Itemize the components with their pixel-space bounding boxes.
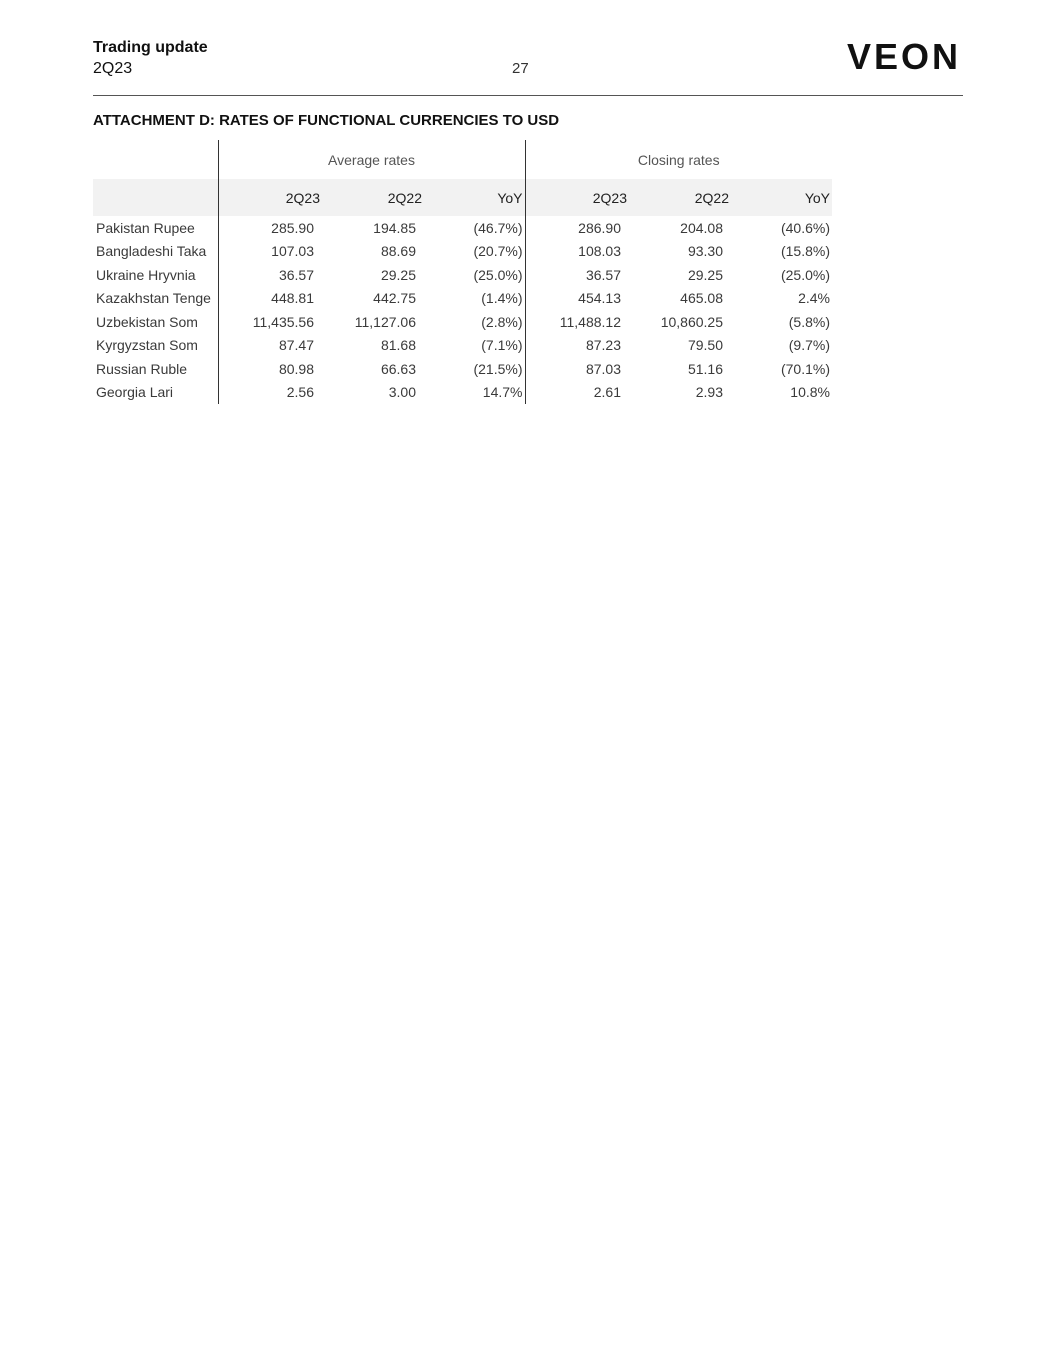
cell-avg-2q22: 442.75 xyxy=(373,290,416,307)
document-title: Trading update xyxy=(93,39,208,56)
table-row xyxy=(93,240,832,264)
currency-name: Kyrgyzstan Som xyxy=(96,337,198,354)
cell-close-yoy: (15.8%) xyxy=(780,243,830,260)
cell-avg-yoy: (46.7%) xyxy=(473,219,523,236)
col-header-close-2q22: 2Q22 xyxy=(627,179,729,216)
group-average-rates: Average rates xyxy=(218,140,525,179)
col-header-avg-2q22: 2Q22 xyxy=(320,179,422,216)
page-header xyxy=(93,37,963,96)
cell-close-2q23: 11,488.12 xyxy=(525,310,627,334)
currency-name: Georgia Lari xyxy=(96,384,174,401)
table-row xyxy=(93,381,832,405)
cell-close-2q22: 79.50 xyxy=(687,337,723,354)
cell-avg-2q23: 80.98 xyxy=(218,357,320,381)
cell-avg-2q23: 285.90 xyxy=(218,216,320,240)
cell-avg-2q23: 11,435.56 xyxy=(218,310,320,334)
cell-avg-2q22: 194.85 xyxy=(373,219,416,236)
cell-close-2q22: 29.25 xyxy=(687,266,723,283)
col-header-close-yoy: YoY xyxy=(729,179,832,216)
currency-name: Uzbekistan Som xyxy=(96,313,198,330)
cell-avg-2q22: 3.00 xyxy=(388,384,416,401)
col-header-avg-yoy: YoY xyxy=(422,179,525,216)
cell-avg-2q23: 2.56 xyxy=(218,381,320,405)
cell-close-yoy: (25.0%) xyxy=(780,266,830,283)
currency-name: Bangladeshi Taka xyxy=(96,243,207,260)
cell-close-2q22: 51.16 xyxy=(687,360,723,377)
cell-avg-yoy: (21.5%) xyxy=(473,360,523,377)
table-body xyxy=(93,216,832,404)
cell-close-2q23: 87.03 xyxy=(525,357,627,381)
section-title: ATTACHMENT D: RATES OF FUNCTIONAL CURRENCIES TO USD xyxy=(93,112,560,129)
cell-close-yoy: 2.4% xyxy=(798,290,830,307)
page-number: 27 xyxy=(512,60,529,77)
cell-avg-yoy: (7.1%) xyxy=(481,337,523,354)
col-header-avg-2q23: 2Q23 xyxy=(218,179,320,216)
cell-close-2q22: 10,860.25 xyxy=(660,313,723,330)
cell-avg-2q23: 107.03 xyxy=(218,240,320,264)
cell-close-2q22: 465.08 xyxy=(680,290,723,307)
cell-close-2q23: 87.23 xyxy=(525,334,627,358)
currency-rates-table xyxy=(93,140,832,404)
currency-name: Kazakhstan Tenge xyxy=(96,290,211,307)
veon-logo: VEON xyxy=(846,36,961,77)
currency-name: Russian Ruble xyxy=(96,360,188,377)
table-row xyxy=(93,357,832,381)
column-header-row xyxy=(93,179,832,216)
cell-avg-2q23: 87.47 xyxy=(218,334,320,358)
currency-rates-table-container xyxy=(93,140,832,404)
empty-header-cell xyxy=(93,179,218,216)
cell-avg-yoy: (2.8%) xyxy=(481,313,523,330)
cell-avg-yoy: (25.0%) xyxy=(473,266,523,283)
table-row xyxy=(93,216,832,240)
cell-close-yoy: (9.7%) xyxy=(788,337,830,354)
currency-name: Ukraine Hryvnia xyxy=(96,266,196,283)
cell-close-yoy: (70.1%) xyxy=(780,360,830,377)
cell-close-2q23: 108.03 xyxy=(525,240,627,264)
cell-close-yoy: 10.8% xyxy=(790,384,830,401)
cell-close-yoy: (40.6%) xyxy=(780,219,830,236)
cell-avg-2q22: 29.25 xyxy=(380,266,416,283)
currency-name: Pakistan Rupee xyxy=(96,219,195,236)
cell-avg-2q22: 88.69 xyxy=(380,243,416,260)
cell-avg-yoy: 14.7% xyxy=(482,384,523,401)
cell-close-2q22: 2.93 xyxy=(695,384,723,401)
cell-close-yoy: (5.8%) xyxy=(788,313,830,330)
cell-close-2q23: 36.57 xyxy=(525,263,627,287)
table-row xyxy=(93,263,832,287)
cell-avg-2q23: 36.57 xyxy=(218,263,320,287)
cell-avg-yoy: (1.4%) xyxy=(481,290,523,307)
table-row xyxy=(93,287,832,311)
cell-avg-2q22: 66.63 xyxy=(380,360,416,377)
empty-corner-cell xyxy=(93,140,218,179)
group-closing-rates: Closing rates xyxy=(525,140,832,179)
cell-close-2q22: 93.30 xyxy=(687,243,723,260)
cell-close-2q23: 454.13 xyxy=(525,287,627,311)
cell-avg-2q22: 11,127.06 xyxy=(354,313,416,330)
document-period: 2Q23 xyxy=(93,60,133,77)
cell-avg-yoy: (20.7%) xyxy=(473,243,523,260)
table-row xyxy=(93,334,832,358)
table-row xyxy=(93,310,832,334)
cell-close-2q23: 2.61 xyxy=(525,381,627,405)
cell-avg-2q22: 81.68 xyxy=(380,337,416,354)
cell-close-2q23: 286.90 xyxy=(525,216,627,240)
col-header-close-2q23: 2Q23 xyxy=(525,179,627,216)
group-header-row xyxy=(93,140,832,179)
cell-close-2q22: 204.08 xyxy=(680,219,723,236)
cell-avg-2q23: 448.81 xyxy=(218,287,320,311)
